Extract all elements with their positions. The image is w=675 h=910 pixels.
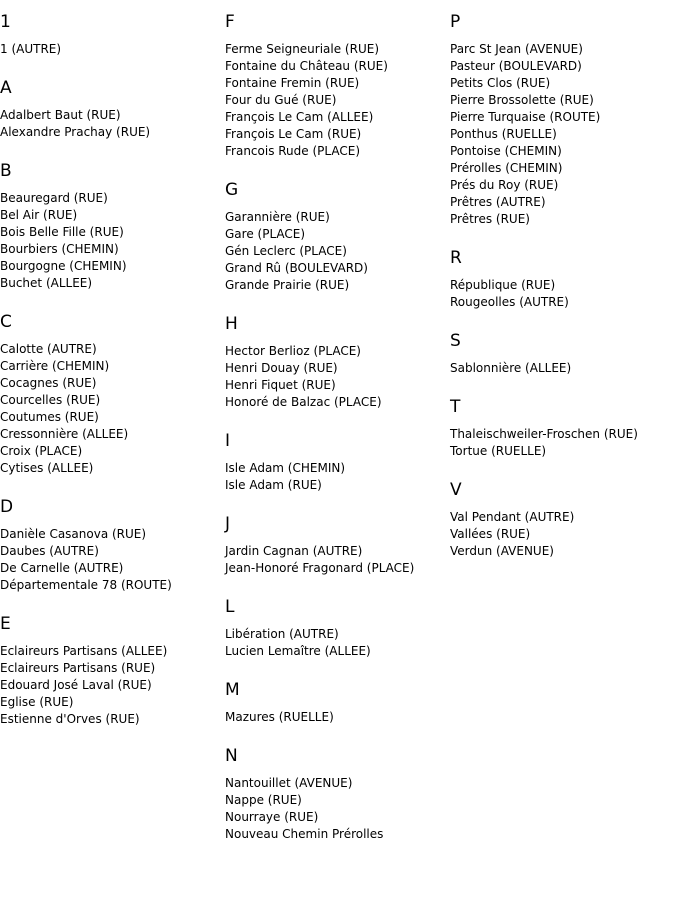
street-link[interactable]: Prés du Roy (RUE) <box>450 178 559 192</box>
list-item <box>225 826 450 843</box>
street-link[interactable]: Estienne d'Orves (RUE) <box>0 712 140 726</box>
street-link[interactable]: Cressonnière (ALLEE) <box>0 427 129 441</box>
street-link[interactable]: De Carnelle (AUTRE) <box>0 561 124 575</box>
list-item <box>225 41 450 58</box>
letter-heading: B <box>0 161 12 181</box>
list-item <box>0 409 225 426</box>
street-link[interactable]: Verdun (AVENUE) <box>450 544 554 558</box>
letter-heading: H <box>225 314 238 334</box>
list-item <box>0 341 225 358</box>
letter-heading: J <box>225 514 231 534</box>
street-link[interactable]: Grande Prairie (RUE) <box>225 278 350 292</box>
letter-group-d <box>0 496 225 594</box>
street-link[interactable]: Eclaireurs Partisans (RUE) <box>0 661 156 675</box>
list-item <box>225 460 450 477</box>
letter-heading: L <box>225 597 235 617</box>
letter-group-1 <box>0 11 225 58</box>
street-list <box>450 41 675 228</box>
list-item <box>450 509 675 526</box>
street-link[interactable]: Ferme Seigneuriale (RUE) <box>225 42 380 56</box>
list-item <box>450 277 675 294</box>
index-column-3 <box>450 11 675 579</box>
street-link[interactable]: François Le Cam (ALLEE) <box>225 110 374 124</box>
street-link[interactable]: Cytises (ALLEE) <box>0 461 94 475</box>
list-item <box>0 426 225 443</box>
letter-heading: T <box>450 397 461 417</box>
list-item <box>0 460 225 477</box>
letter-group-i <box>225 430 450 494</box>
letter-heading: F <box>225 12 235 32</box>
list-item <box>225 260 450 277</box>
list-item <box>450 58 675 75</box>
list-item <box>450 160 675 177</box>
street-link[interactable]: Henri Fiquet (RUE) <box>225 378 336 392</box>
street-link[interactable]: Tortue (RUELLE) <box>450 444 547 458</box>
street-link[interactable]: Thaleischweiler-Froschen (RUE) <box>450 427 638 441</box>
list-item <box>0 107 225 124</box>
list-item <box>450 109 675 126</box>
street-link[interactable]: Gén Leclerc (PLACE) <box>225 244 347 258</box>
street-list <box>0 190 225 292</box>
list-item <box>225 543 450 560</box>
street-link[interactable]: Cocagnes (RUE) <box>0 376 97 390</box>
street-link[interactable]: Vallées (RUE) <box>450 527 531 541</box>
street-link[interactable]: Rougeolles (AUTRE) <box>450 295 569 309</box>
street-link[interactable]: République (RUE) <box>450 278 556 292</box>
street-link[interactable]: Lucien Lemaître (ALLEE) <box>225 644 371 658</box>
letter-group-n <box>225 745 450 843</box>
street-list <box>225 543 450 577</box>
street-link[interactable]: Courcelles (RUE) <box>0 393 101 407</box>
list-item <box>225 343 450 360</box>
list-item <box>225 477 450 494</box>
list-item <box>450 443 675 460</box>
street-link[interactable]: Bourgogne (CHEMIN) <box>0 259 127 273</box>
street-link[interactable]: Garannière (RUE) <box>225 210 330 224</box>
letter-group-t <box>450 396 675 460</box>
list-item <box>450 177 675 194</box>
letter-group-j <box>225 513 450 577</box>
street-link[interactable]: Ponthus (RUELLE) <box>450 127 557 141</box>
street-list <box>450 426 675 460</box>
list-item <box>450 211 675 228</box>
street-list <box>450 360 675 377</box>
list-item <box>0 275 225 292</box>
street-link[interactable]: Bourbiers (CHEMIN) <box>0 242 119 256</box>
list-item <box>225 360 450 377</box>
list-item <box>0 358 225 375</box>
street-list <box>0 41 225 58</box>
street-link[interactable]: Jean-Honoré Fragonard (PLACE) <box>225 561 415 575</box>
street-list <box>0 643 225 728</box>
street-list <box>225 709 450 726</box>
list-item <box>225 143 450 160</box>
list-item <box>225 226 450 243</box>
list-item <box>225 277 450 294</box>
letter-heading: C <box>0 312 12 332</box>
street-link[interactable]: Prérolles (CHEMIN) <box>450 161 563 175</box>
street-link[interactable]: Bel Air (RUE) <box>0 208 78 222</box>
list-item <box>0 375 225 392</box>
street-link[interactable]: Nouveau Chemin Prérolles <box>225 827 384 841</box>
street-link[interactable]: Isle Adam (RUE) <box>225 478 322 492</box>
index-column-2 <box>225 11 450 862</box>
street-link[interactable]: Carrière (CHEMIN) <box>0 359 110 373</box>
list-item <box>450 75 675 92</box>
list-item <box>0 224 225 241</box>
list-item <box>225 209 450 226</box>
letter-group-s <box>450 330 675 377</box>
street-link[interactable]: Adalbert Baut (RUE) <box>0 108 121 122</box>
street-list <box>0 526 225 594</box>
letter-group-a <box>0 77 225 141</box>
street-list <box>450 509 675 560</box>
list-item <box>450 143 675 160</box>
street-link[interactable]: Pontoise (CHEMIN) <box>450 144 562 158</box>
street-link[interactable]: Bois Belle Fille (RUE) <box>0 225 124 239</box>
list-item <box>450 426 675 443</box>
letter-heading: I <box>225 431 231 451</box>
street-link[interactable]: Alexandre Prachay (RUE) <box>0 125 151 139</box>
letter-group-p <box>450 11 675 228</box>
list-item <box>225 377 450 394</box>
list-item <box>225 109 450 126</box>
list-item <box>450 41 675 58</box>
list-item <box>0 643 225 660</box>
street-link[interactable]: Départementale 78 (ROUTE) <box>0 578 172 592</box>
list-item <box>225 560 450 577</box>
list-item <box>0 258 225 275</box>
letter-heading: P <box>450 12 461 32</box>
street-link[interactable]: Fontaine Fremin (RUE) <box>225 76 360 90</box>
letter-group-l <box>225 596 450 660</box>
street-link[interactable]: Eglise (RUE) <box>0 695 74 709</box>
street-link[interactable]: Sablonnière (ALLEE) <box>450 361 572 375</box>
list-item <box>225 643 450 660</box>
letter-group-m <box>225 679 450 726</box>
letter-group-f <box>225 11 450 160</box>
list-item <box>225 792 450 809</box>
letter-heading: G <box>225 180 239 200</box>
list-item <box>0 124 225 141</box>
letter-group-h <box>225 313 450 411</box>
street-list <box>225 343 450 411</box>
street-link[interactable]: Jardin Cagnan (AUTRE) <box>225 544 363 558</box>
street-link[interactable]: Petits Clos (RUE) <box>450 76 551 90</box>
list-item <box>0 443 225 460</box>
street-link[interactable]: Calotte (AUTRE) <box>0 342 97 356</box>
list-item <box>0 694 225 711</box>
list-item <box>450 294 675 311</box>
letter-group-v <box>450 479 675 560</box>
letter-heading: S <box>450 331 461 351</box>
list-item <box>0 392 225 409</box>
street-link[interactable]: Eclaireurs Partisans (ALLEE) <box>0 644 168 658</box>
letter-heading: R <box>450 248 462 268</box>
letter-group-r <box>450 247 675 311</box>
street-list <box>225 626 450 660</box>
letter-heading: V <box>450 480 462 500</box>
index-column-1 <box>0 11 225 747</box>
street-link[interactable]: Buchet (ALLEE) <box>0 276 93 290</box>
street-link[interactable]: François Le Cam (RUE) <box>225 127 362 141</box>
street-link[interactable]: Libération (AUTRE) <box>225 627 339 641</box>
list-item <box>225 775 450 792</box>
list-item <box>0 526 225 543</box>
list-item <box>225 92 450 109</box>
letter-heading: M <box>225 680 240 700</box>
street-link[interactable]: Prêtres (RUE) <box>450 212 530 226</box>
letter-heading: E <box>0 614 11 634</box>
list-item <box>0 190 225 207</box>
street-link[interactable]: Nantouillet (AVENUE) <box>225 776 353 790</box>
street-list <box>225 209 450 294</box>
street-link[interactable]: Hector Berlioz (PLACE) <box>225 344 361 358</box>
list-item <box>450 92 675 109</box>
street-link[interactable]: Danièle Casanova (RUE) <box>0 527 147 541</box>
list-item <box>0 241 225 258</box>
list-item <box>225 243 450 260</box>
list-item <box>450 526 675 543</box>
letter-heading: D <box>0 497 14 517</box>
list-item <box>450 126 675 143</box>
street-link[interactable]: Edouard José Laval (RUE) <box>0 678 152 692</box>
street-link[interactable]: Mazures (RUELLE) <box>225 710 334 724</box>
list-item <box>0 711 225 728</box>
street-list <box>450 277 675 311</box>
street-link[interactable]: Croix (PLACE) <box>0 444 83 458</box>
street-link[interactable]: Prêtres (AUTRE) <box>450 195 546 209</box>
street-link[interactable]: Grand Rû (BOULEVARD) <box>225 261 368 275</box>
list-item <box>225 75 450 92</box>
list-item <box>0 677 225 694</box>
list-item <box>0 660 225 677</box>
list-item <box>450 360 675 377</box>
list-item <box>225 126 450 143</box>
letter-heading: N <box>225 746 238 766</box>
list-item <box>225 709 450 726</box>
list-item <box>225 394 450 411</box>
list-item <box>0 543 225 560</box>
list-item <box>0 207 225 224</box>
street-link[interactable]: Honoré de Balzac (PLACE) <box>225 395 382 409</box>
letter-heading: 1 <box>0 12 11 32</box>
list-item <box>0 41 225 58</box>
street-link[interactable]: Parc St Jean (AVENUE) <box>450 42 583 56</box>
list-item <box>0 560 225 577</box>
street-link[interactable]: Gare (PLACE) <box>225 227 306 241</box>
street-link[interactable]: Coutumes (RUE) <box>0 410 99 424</box>
list-item <box>450 194 675 211</box>
street-list <box>225 41 450 160</box>
letter-heading: A <box>0 78 12 98</box>
street-list <box>0 341 225 477</box>
letter-group-g <box>225 179 450 294</box>
list-item <box>450 543 675 560</box>
street-link[interactable]: Pasteur (BOULEVARD) <box>450 59 582 73</box>
street-link[interactable]: Four du Gué (RUE) <box>225 93 337 107</box>
list-item <box>225 809 450 826</box>
street-list <box>0 107 225 141</box>
street-link[interactable]: Val Pendant (AUTRE) <box>450 510 575 524</box>
street-link[interactable]: Isle Adam (CHEMIN) <box>225 461 346 475</box>
street-link[interactable]: Henri Douay (RUE) <box>225 361 338 375</box>
street-link[interactable]: Pierre Brossolette (RUE) <box>450 93 594 107</box>
street-link[interactable]: 1 (AUTRE) <box>0 42 62 56</box>
street-link[interactable]: Daubes (AUTRE) <box>0 544 99 558</box>
street-link[interactable]: Fontaine du Château (RUE) <box>225 59 388 73</box>
letter-group-b <box>0 160 225 292</box>
list-item <box>0 577 225 594</box>
street-link[interactable]: Pierre Turquaise (ROUTE) <box>450 110 601 124</box>
list-item <box>225 626 450 643</box>
street-list <box>225 775 450 843</box>
street-list <box>225 460 450 494</box>
street-link[interactable]: Nourraye (RUE) <box>225 810 319 824</box>
letter-group-e <box>0 613 225 728</box>
list-item <box>225 58 450 75</box>
street-link[interactable]: Nappe (RUE) <box>225 793 302 807</box>
street-link[interactable]: Beauregard (RUE) <box>0 191 108 205</box>
street-link[interactable]: Francois Rude (PLACE) <box>225 144 360 158</box>
letter-group-c <box>0 311 225 477</box>
